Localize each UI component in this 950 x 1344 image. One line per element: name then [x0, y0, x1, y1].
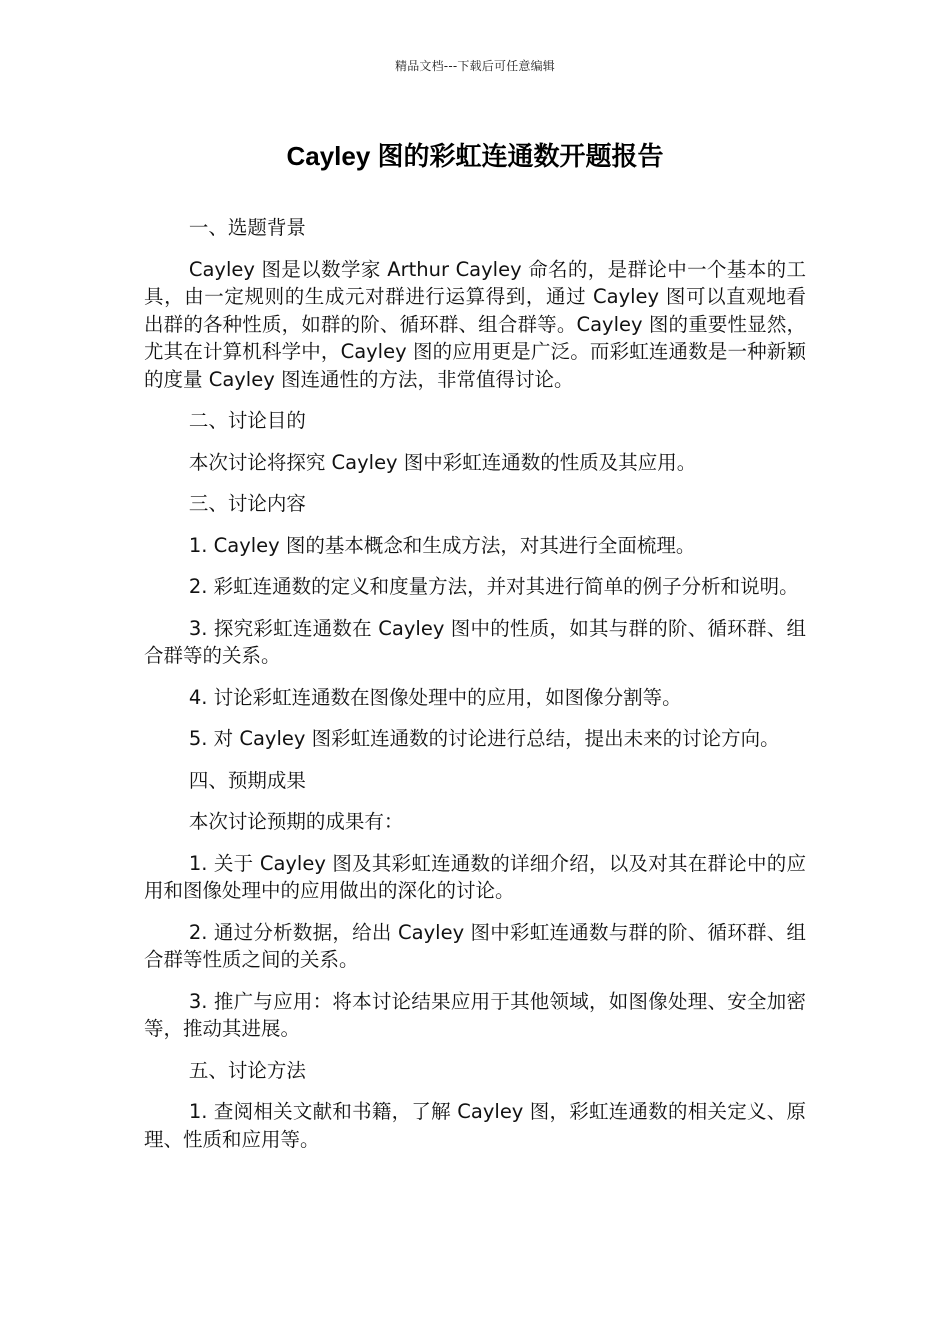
document-body [144, 214, 806, 1167]
section-heading-methods: 五、讨论方法 [188, 1058, 306, 1082]
list-item-content-5: 5. 对 Cayley 图彩虹连通数的讨论进行总结，提出未来的讨论方向。 [188, 727, 780, 750]
list-item-content-2: 2. 彩虹连通数的定义和度量方法，并对其进行简单的例子分析和说明。 [188, 575, 799, 598]
list-item-outcome-3: 3. 推广与应用：将本讨论结果应用于其他领域，如图像处理、安全加密等，推动其进展。 [144, 989, 806, 1040]
list-item-method-1: 1. 查阅相关文献和书籍，了解 Cayley 图，彩虹连通数的相关定义、原理、性质和应用等。 [144, 1100, 806, 1151]
list-item-content-4: 4. 讨论彩虹连通数在图像处理中的应用，如图像分割等。 [188, 685, 682, 709]
document-title: Cayley 图的彩虹连通数开题报告 [286, 141, 664, 171]
section-heading-content: 三、讨论内容 [188, 492, 306, 515]
section-heading-outcomes: 四、预期成果 [188, 768, 306, 792]
list-item-outcome-1: 1. 关于 Cayley 图及其彩虹连通数的详细介绍，以及对其在群论中的应用和图像处理中的应用做出的深化的讨论。 [144, 851, 806, 902]
list-item-content-3: 3. 探究彩虹连通数在 Cayley 图中的性质，如其与群的阶、循环群、组合群等的关系。 [144, 616, 806, 667]
section-heading-background: 一、选题背景 [188, 216, 306, 239]
paragraph-background: Cayley 图是以数学家 Arthur Cayley 命名的，是群论中一个基本的工具，由一定规则的生成元对群进行运算得到，通过 Cayley 图可以直观地看出群的各种性质，如群的阶、循环群、组合群等。Cayley 图的重要性显然，尤其在计算机科学中，Cayley 图的应用更是广泛。而彩虹连通数是一种新颖的度量 Cayley 图连通性的方法，非常值得讨论。 [144, 257, 806, 391]
section-heading-purpose: 二、讨论目的 [188, 409, 306, 432]
paragraph-purpose: 本次讨论将探究 Cayley 图中彩虹连通数的性质及其应用。 [188, 450, 697, 474]
list-item-outcome-2: 2. 通过分析数据，给出 Cayley 图中彩虹连通数与群的阶、循环群、组合群等性质之间的关系。 [144, 920, 806, 971]
page-header-note: 精品文档---下载后可任意编辑 [395, 59, 555, 73]
paragraph-outcomes-intro: 本次讨论预期的成果有： [188, 810, 404, 833]
list-item-content-1: 1. Cayley 图的基本概念和生成方法，对其进行全面梳理。 [188, 533, 696, 557]
